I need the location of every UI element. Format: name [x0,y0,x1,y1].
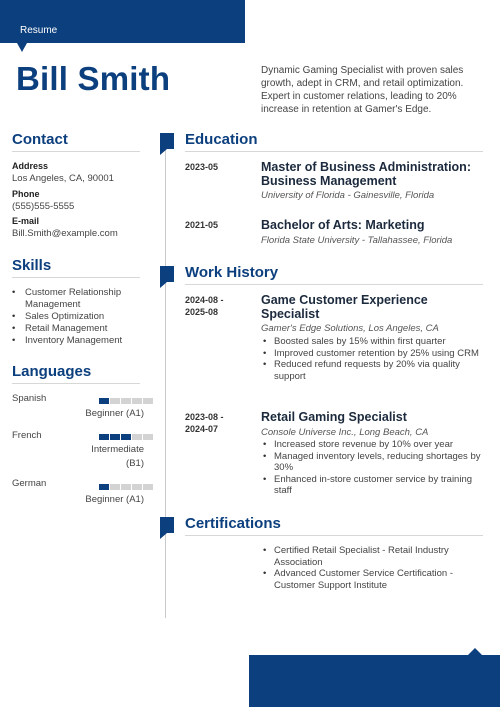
timeline-line [165,138,166,618]
education-date: 2023-05 [185,162,219,172]
rating-segment-empty [132,434,142,440]
education-degree [261,160,483,188]
rating-segment-empty [121,484,131,490]
rating-segment-filled [110,434,120,440]
job-bullet: • Enhanced in-store customer service by training staff [261,474,483,497]
section-flag-icon [160,517,174,533]
skills-list [12,287,147,347]
certifications-heading: Certifications [185,515,281,532]
email-label: E-mail [12,216,40,226]
education-school: Florida State University - Tallahassee, Florida [261,235,453,246]
work-history-heading: Work History [185,264,279,281]
language-name: French [12,430,42,441]
language-rating-bar [99,398,153,404]
job-bullet: • Reduced refund requests by 20% via quality support [261,359,483,382]
language-level: Intermediate (B1) [91,444,144,469]
job-date-start: 2024-08 - [185,295,224,305]
rating-segment-empty [110,398,120,404]
section-flag-icon [160,266,174,282]
languages-heading: Languages [12,363,92,380]
language-level: Beginner (A1) [85,494,144,505]
footer-notch-decoration [468,648,482,655]
resume-tab [0,0,245,43]
job-bullet: • Increased store revenue by 10% over year [261,439,483,451]
address-value: Los Angeles, CA, 90001 [12,173,114,184]
candidate-name: Bill Smith [16,60,171,97]
section-flag-icon [160,133,174,149]
language-level: Beginner (A1) [85,408,144,419]
rating-segment-empty [143,398,153,404]
rating-segment-filled [99,398,109,404]
education-date: 2021-05 [185,220,219,230]
language-rating-bar [99,434,153,440]
tab-notch-decoration [17,43,27,52]
degree-field: Business Management [261,174,397,188]
education-school: University of Florida - Gainesville, Florida [261,190,435,201]
job-bullet: • Improved customer retention by 25% using CRM [261,348,483,360]
job-company: Gamer's Edge Solutions, Los Angeles, CA [261,323,439,334]
education-degree [261,218,483,232]
rating-segment-filled [99,484,109,490]
certification-item: • Certified Retail Specialist - Retail Industry Association [261,545,483,568]
profile-summary: Dynamic Gaming Specialist with proven sales growth, adept in CRM, and retail optimization. Expert in customer relations, leading to 20% increase in retention at Gamer's Edge. [261,65,464,115]
languages-divider [12,383,140,384]
job-bullet: • Managed inventory levels, reducing shortages by 30% [261,451,483,474]
skill-item: • Retail Management [12,323,147,335]
certifications-list [261,545,483,591]
job-date-end: 2025-08 [185,307,219,317]
degree-separator: : [466,160,471,174]
degree-name: Master of Business Administration [261,160,467,174]
skills-heading: Skills [12,257,52,274]
language-name: Spanish [12,393,47,404]
job-date-start: 2023-08 - [185,412,224,422]
work-history-divider [185,284,483,285]
education-heading: Education [185,131,258,148]
resume-tab-label: Resume [20,25,58,36]
address-label: Address [12,161,49,171]
email-value[interactable]: Bill.Smith@example.com [12,228,118,239]
job-bullets [261,336,483,382]
job-date-end: 2024-07 [185,424,219,434]
job-company: Console Universe Inc., Long Beach, CA [261,427,429,438]
certification-item: • Advanced Customer Service Certification - Customer Support Institute [261,568,483,591]
footer-block-decoration [249,655,500,707]
rating-segment-empty [132,398,142,404]
job-bullet: • Boosted sales by 15% within first quarter [261,336,483,348]
degree-name: Bachelor of Arts [261,218,358,232]
rating-segment-empty [143,434,153,440]
skill-item: • Inventory Management [12,335,147,347]
rating-segment-empty [132,484,142,490]
job-title: Game Customer Experience Specialist [261,293,428,321]
rating-segment-empty [143,484,153,490]
degree-field: Marketing [365,218,425,232]
job-bullets [261,439,483,497]
rating-segment-empty [110,484,120,490]
rating-segment-filled [121,434,131,440]
certifications-divider [185,535,483,536]
language-rating-bar [99,484,153,490]
skill-item: • Customer Relationship Management [12,287,147,311]
education-divider [185,151,483,152]
skills-divider [12,277,140,278]
skill-item: • Sales Optimization [12,311,147,323]
phone-value: (555)555-5555 [12,201,75,212]
job-title: Retail Gaming Specialist [261,410,407,424]
language-name: German [12,478,47,489]
contact-divider [12,151,140,152]
rating-segment-empty [121,398,131,404]
rating-segment-filled [99,434,109,440]
contact-heading: Contact [12,131,68,148]
phone-label: Phone [12,189,40,199]
degree-separator: : [357,218,366,232]
